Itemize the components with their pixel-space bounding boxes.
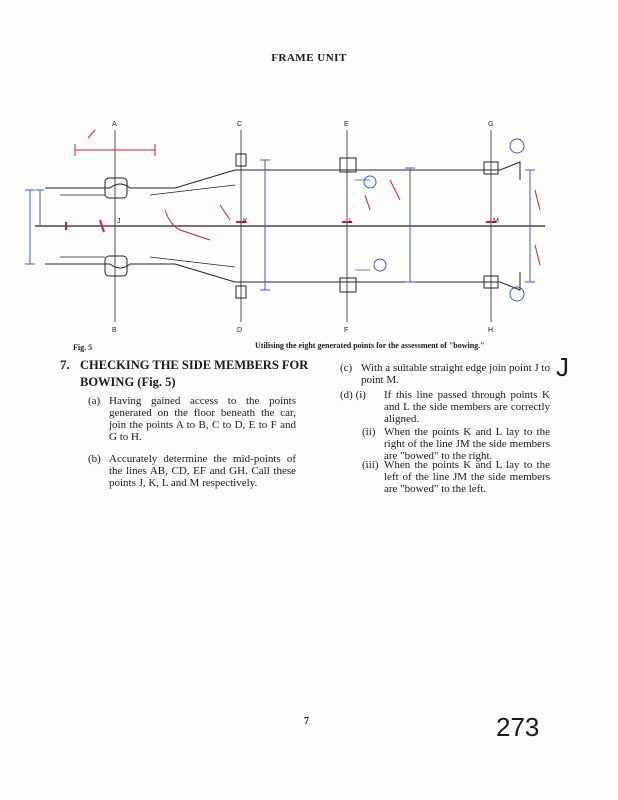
label-point-g: G: [488, 121, 494, 128]
step-a-label: (a): [88, 395, 101, 407]
step-d-iii: [362, 459, 550, 495]
step-d-iii-text: When the points K and L lay to the left of the line JM the side members are "bowed" to the left.: [384, 459, 550, 495]
step-a-text: Having gained access to the points generated on the floor beneath the car, join the points A to B, C to D, E to F and G to H.: [109, 395, 296, 443]
step-d-i-text: If this line passed through points K and L the side members are correctly aligned.: [384, 389, 550, 425]
step-b-text: Accurately determine the mid-points of the lines AB, CD, EF and GH. Call these points J, K, L and M respectively.: [109, 453, 296, 489]
section-heading: CHECKING THE SIDE MEMBERS FOR BOWING (Fig. 5): [80, 358, 309, 389]
figure-caption: Utilising the eight generated points for the assessment of "bowing.": [255, 341, 485, 350]
step-d-ii-text: When the points K and L lay to the right of the line JM the side members are "bowed" to the right.: [384, 426, 550, 462]
step-c-label: (c): [340, 362, 353, 374]
step-d-i-label: (d) (i): [340, 389, 366, 401]
label-point-m: M: [493, 218, 499, 225]
page-title: FRAME UNIT: [271, 52, 347, 64]
step-a: [88, 395, 296, 443]
label-point-j: J: [117, 218, 121, 225]
step-d-iii-label: (iii): [362, 459, 379, 471]
label-point-l: L: [349, 218, 353, 225]
step-d-i: [340, 389, 550, 425]
section-number: 7.: [60, 357, 70, 372]
step-b-label: (b): [88, 453, 101, 465]
frame-diagram: [0, 110, 618, 340]
label-point-h: H: [488, 327, 494, 334]
label-point-e: E: [344, 121, 349, 128]
step-d-ii: [362, 426, 550, 462]
step-c: [340, 362, 550, 386]
label-point-a: A: [112, 121, 117, 128]
step-d-ii-label: (ii): [362, 426, 376, 438]
label-point-k: K: [243, 218, 248, 225]
figure-label: Fig. 5: [73, 343, 93, 352]
step-c-text: With a suitable straight edge join point J to point M.: [361, 362, 550, 386]
handwritten-letter: J: [556, 352, 569, 382]
step-b: [88, 453, 296, 489]
stamped-page-number: 273: [496, 712, 540, 742]
label-point-c: C: [237, 121, 243, 128]
page-number: 7: [304, 716, 309, 727]
label-point-b: B: [112, 327, 117, 334]
label-point-f: F: [344, 327, 349, 334]
label-point-d: D: [237, 327, 243, 334]
